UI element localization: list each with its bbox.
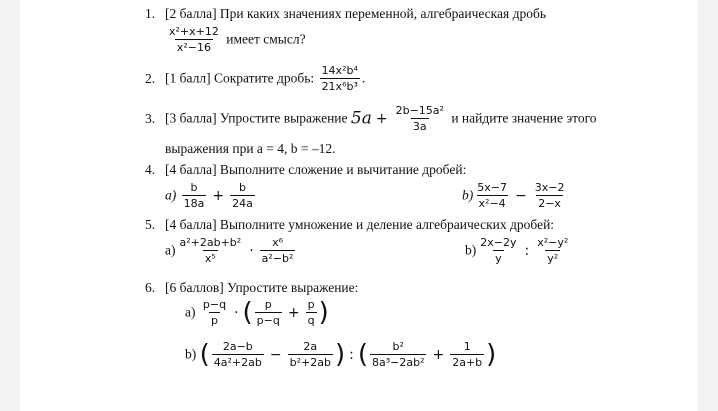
problem-1-line (145, 6, 546, 22)
denominator: q (307, 314, 315, 327)
denominator: b²+2ab (289, 356, 331, 369)
numerator: 5x−7 (477, 181, 507, 194)
denominator: x²−16 (176, 41, 211, 54)
problem-4a (165, 181, 257, 210)
numerator: b (238, 181, 246, 194)
fraction (255, 298, 282, 327)
problem-text-after: имеет смысл? (226, 31, 306, 47)
numerator: 2a (303, 340, 318, 353)
part-label: a) (165, 242, 176, 258)
problem-number: 4. (145, 162, 156, 177)
numerator: 2x−2y (480, 236, 517, 249)
denominator: 8a³−2ab² (371, 356, 425, 369)
numerator: b² (392, 340, 404, 353)
denominator: 24a (232, 197, 253, 210)
denominator: x²−4 (478, 197, 506, 210)
divide-colon: : (349, 346, 354, 363)
problem-4b (462, 181, 568, 210)
divide-colon: : (524, 242, 530, 259)
problem-text-after: и найдите значение этого (451, 110, 597, 126)
plus-sign: + (375, 110, 388, 127)
denominator: 2a+b (452, 356, 483, 369)
fraction (288, 340, 333, 369)
fraction (182, 181, 207, 210)
period: . (361, 70, 366, 86)
problem-text: [6 баллов] Упростите выражение: (165, 280, 359, 295)
fraction (478, 236, 518, 265)
left-paren: ( (242, 297, 253, 328)
fraction (450, 340, 484, 369)
multiply-dot: · (249, 242, 254, 259)
fraction (306, 298, 317, 327)
fraction (475, 181, 509, 210)
problem-6a (185, 298, 329, 327)
problem-text: [1 балл] Сократите дробь: (165, 70, 315, 86)
problem-6-line (145, 280, 358, 296)
problem-text: [3 балла] Упростите выражение (165, 110, 348, 126)
numerator: b (190, 181, 198, 194)
plus-sign: + (287, 304, 300, 321)
part-label: b) (185, 346, 197, 362)
denominator: p−q (256, 314, 280, 327)
fraction (201, 298, 228, 327)
right-paren: ) (334, 339, 346, 370)
problem-text: [2 балла] При каких значениях переменной, алгебраическая дробь (165, 6, 546, 21)
denominator: 18a (183, 197, 205, 210)
fraction (370, 340, 427, 369)
problem-number: 2. (145, 70, 156, 86)
problem-number: 5. (145, 217, 156, 232)
plus-sign: + (212, 187, 225, 204)
denominator: 3a (412, 120, 427, 133)
right-paren: ) (486, 339, 497, 370)
fraction (320, 64, 360, 93)
problem-5a (165, 236, 297, 265)
fraction (260, 236, 296, 265)
left-paren: ( (199, 339, 210, 370)
multiply-dot: · (234, 304, 239, 321)
problem-4-line (145, 162, 466, 178)
numerator: 1 (463, 340, 471, 353)
part-label: a) (165, 187, 177, 203)
problem-number: 1. (145, 6, 156, 21)
denominator: y² (547, 252, 559, 265)
fraction (230, 181, 255, 210)
numerator: 2b−15a² (395, 104, 444, 117)
fraction (167, 25, 221, 54)
numerator: 14x²b⁴ (321, 64, 358, 77)
problem-number: 6. (145, 280, 156, 295)
denominator: 4a²+2ab (213, 356, 262, 369)
denominator: 2−x (538, 197, 561, 210)
numerator: p−q (202, 298, 227, 311)
numerator: 3x−2 (534, 181, 565, 194)
denominator: 21x⁶b³ (321, 80, 358, 93)
fraction (394, 104, 446, 133)
fraction (533, 181, 567, 210)
part-label: b) (462, 187, 474, 203)
minus-sign: − (514, 187, 527, 204)
problem-3-line (145, 104, 597, 133)
problem-6b (185, 340, 496, 369)
problem-3-line2: выражения при a = 4, b = –12. (165, 141, 336, 156)
part-label: a) (185, 304, 196, 320)
numerator: 2a−b (222, 340, 253, 353)
problem-5b (465, 236, 572, 265)
numerator: p (307, 298, 315, 311)
numerator: p (264, 298, 272, 311)
term-5a: 5a (350, 108, 372, 129)
part-label: b) (465, 242, 477, 258)
fraction (178, 236, 244, 265)
right-paren: ) (318, 297, 329, 328)
fraction (212, 340, 264, 369)
minus-sign: − (269, 346, 282, 363)
problem-5-line (145, 217, 554, 233)
denominator: y (495, 252, 502, 265)
problem-1-math (165, 25, 306, 54)
left-paren: ( (357, 339, 368, 370)
problem-text: [4 балла] Выполните сложение и вычитание дробей: (165, 162, 467, 177)
worksheet (20, 0, 698, 411)
problem-text: [4 балла] Выполните умножение и деление алгебраических дробей: (165, 217, 555, 232)
plus-sign: + (432, 346, 445, 363)
denominator: x⁵ (204, 252, 216, 265)
numerator: x²+x+12 (169, 25, 219, 38)
problem-number: 3. (145, 110, 156, 126)
problem-2-line (145, 64, 365, 93)
numerator: x⁶ (272, 236, 283, 249)
numerator: a²+2ab+b² (179, 236, 242, 249)
fraction (535, 236, 570, 265)
numerator: x²−y² (537, 236, 569, 249)
denominator: p (210, 314, 218, 327)
denominator: a²−b² (261, 252, 294, 265)
